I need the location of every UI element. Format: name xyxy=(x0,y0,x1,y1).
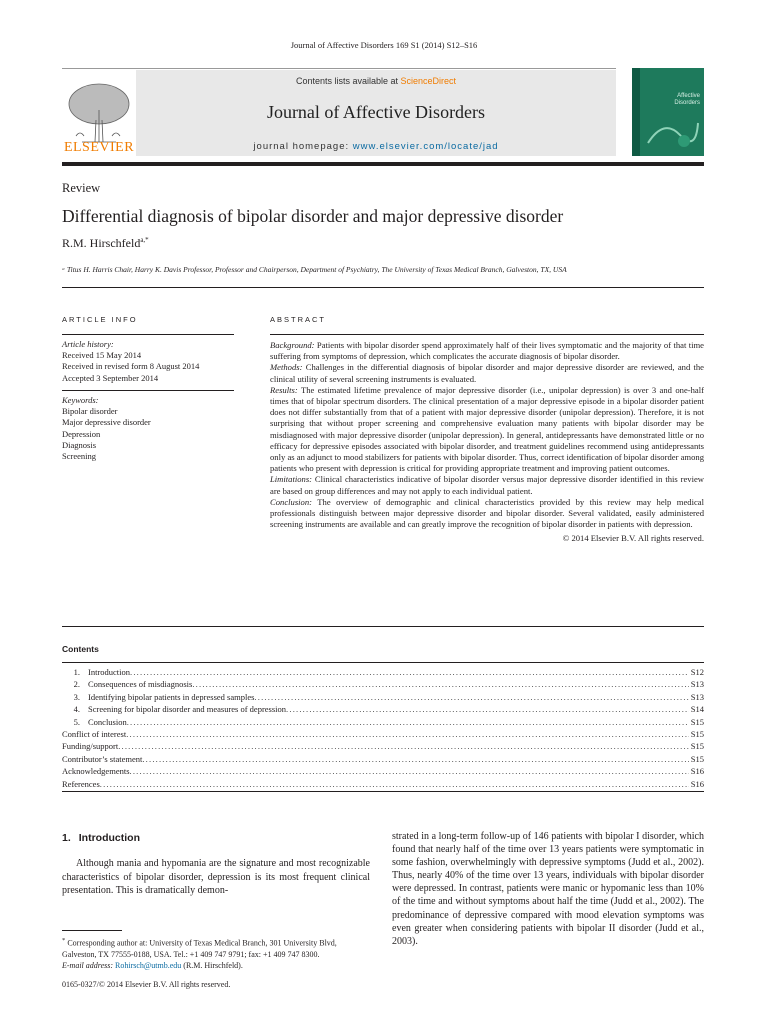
toc-item-introduction[interactable]: 1. Introduction ..... S12 xyxy=(62,666,704,678)
toc-item-conflict[interactable]: Conflict of interest ..... S15 xyxy=(62,728,704,740)
sciencedirect-link[interactable]: ScienceDirect xyxy=(400,76,457,86)
abstract-copyright: © 2014 Elsevier B.V. All rights reserved. xyxy=(562,533,704,544)
author-marks[interactable]: a,* xyxy=(140,236,149,244)
toc-item-references[interactable]: References ..... S16 xyxy=(62,778,704,790)
cover-title: Affective Disorders xyxy=(674,93,700,106)
toc-item-misdiagnosis[interactable]: 2. Consequences of misdiagnosis ..... S13 xyxy=(62,678,704,690)
cover-art xyxy=(644,113,700,153)
abstract-methods: Methods: Challenges in the differential diagnosis of bipolar disorder and major depressive disorder are reviewed, and the clinical utility of several screening instruments is evaluated. xyxy=(270,362,704,384)
toc-item-contributor[interactable]: Contributor’s statement ..... S15 xyxy=(62,753,704,765)
contents-bottom-rule xyxy=(62,791,704,792)
abstract-conclusion: Conclusion: The overview of demographic and clinical characteristics provided by this review may help medical professionals distinguish between major depressive disorder and bipolar disorder. Several validated, easily administered screening instruments are available and can greatly improve the recognition of bipolar disorder in patients with depression. xyxy=(270,496,704,530)
contents-available-line: Contents lists available at ScienceDirect xyxy=(295,76,457,86)
section-heading-introduction: 1. Introduction xyxy=(62,832,141,844)
article-history: Article history: Received 15 May 2014 Received in revised form 8 August 2014 Accepted 3 September 2014 xyxy=(62,339,200,383)
keyword: Bipolar disorder xyxy=(62,406,118,417)
keyword: Diagnosis xyxy=(62,439,96,450)
header-top-rule xyxy=(62,68,616,69)
toc-item-funding[interactable]: Funding/support ..... S15 xyxy=(62,740,704,752)
author-name[interactable]: R.M. Hirschfeld xyxy=(62,236,141,250)
author-line xyxy=(62,236,149,251)
journal-cover-image xyxy=(632,68,704,156)
issn-copyright-line: 0165-0327/© 2014 Elsevier B.V. All rights reserved. xyxy=(62,980,231,989)
toc-item-identifying[interactable]: 3. Identifying bipolar patients in depressed samples ..... S13 xyxy=(62,691,704,703)
keywords-block: Keywords: Bipolar disorder Major depressive disorder Depression Diagnosis Screening xyxy=(62,395,151,462)
masthead-bottom-rule xyxy=(62,162,704,166)
corresponding-author-footnote: * Corresponding author at: University of Texas Medical Branch, 301 University Blvd, Galveston, TX 77555-0188, USA. Tel.: +1 409 747 9791; fax: +1 409 747 8300. E-mail address: Rohirsch@utmb.edu (R.M. Hirschfeld). xyxy=(62,937,337,970)
section-rule xyxy=(62,287,704,288)
footnote-rule xyxy=(62,930,122,931)
contents-rule xyxy=(62,662,704,663)
toc-item-acknowledgements[interactable]: Acknowledgements ..... S16 xyxy=(62,765,704,777)
article-info-heading: ARTICLE INFO xyxy=(62,315,138,324)
abstract-limitations: Limitations: Clinical characteristics indicative of bipolar disorder versus major depressive disorder identified in this review are based on group differences and may not apply to each individual patient. xyxy=(270,474,704,496)
journal-title: Journal of Affective Disorders xyxy=(266,102,486,122)
abstract-rule xyxy=(270,334,704,335)
contents-heading: Contents xyxy=(62,644,99,654)
table-of-contents xyxy=(62,666,704,790)
abstract-body xyxy=(270,340,704,545)
author-email-link[interactable]: Rohirsch@utmb.edu xyxy=(115,960,182,970)
running-head: Journal of Affective Disorders 169 S1 (2014) S12–S16 xyxy=(290,40,478,50)
article-title: Differential diagnosis of bipolar disorder and major depressive disorder xyxy=(62,206,564,226)
journal-homepage: journal homepage: www.elsevier.com/locate/jad xyxy=(253,141,499,152)
affiliation: ᵃ Titus H. Harris Chair, Harry K. Davis Professor, Professor and Chairperson, Department of Psychiatry, The University of Texas Medical Branch, Galveston, TX, USA xyxy=(62,265,567,274)
abstract-heading: ABSTRACT xyxy=(270,315,327,324)
keywords-rule xyxy=(62,390,234,391)
abstract-background: Background: Patients with bipolar disorder spend approximately half of their lives symptomatic and the majority of that time suffering from symptoms of depression, which complicates the accurate diagnosis of bipolar disorder. xyxy=(270,340,704,362)
keyword: Screening xyxy=(62,451,96,462)
abstract-results: Results: The estimated lifetime prevalence of major depressive disorder (i.e., unipolar depression) is over 3 and one-half times that of bipolar spectrum disorders. The clinical presentation of a major depressive episode in a bipolar disorder patient does not differ substantially from that of a patient with major depressive disorder (unipolar depression). Therefore, it is not surprising that without proper screening and comprehensive evaluation many patients with bipolar disorder may be misdiagnosed with major depressive disorder (unipolar depression). In general, antidepressants have demonstrated little or no efficacy for depressive episodes associated with bipolar disorder, and treatment guidelines recommend using antidepressants only as an adjunct to mood stabilizers for patients with bipolar disorder. Thus, correct identification of bipolar disorder among patients who present with depression is critical for providing appropriate treatment and improving patient outcomes. xyxy=(270,384,704,474)
toc-item-conclusion[interactable]: 5. Conclusion ..... S15 xyxy=(62,716,704,728)
keyword: Depression xyxy=(62,428,101,439)
cover-stripe xyxy=(632,68,640,156)
contents-top-rule xyxy=(62,626,704,627)
elsevier-wordmark: ELSEVIER xyxy=(63,140,135,155)
keyword: Major depressive disorder xyxy=(62,417,151,428)
article-info-rule xyxy=(62,334,234,335)
article-type: Review xyxy=(62,181,101,195)
toc-item-screening[interactable]: 4. Screening for bipolar disorder and measures of depression ..... S14 xyxy=(62,703,704,715)
body-column-left: Although mania and hypomania are the signature and most recognizable characteristics of bipolar disorder, depression is its most frequent clinical presentation. This is dramatically demon- xyxy=(62,858,370,896)
homepage-link[interactable]: www.elsevier.com/locate/jad xyxy=(352,141,499,152)
body-column-right: strated in a long-term follow-up of 146 patients with bipolar I disorder, which found that nearly half of the time over 13 years patients were symptomatic in some fashion, overwhelmingly with depressive symptoms (Judd et al., 2002). Thus, nearly 40% of the time over 13 years, individuals with bipolar disorder were depressed. In contrast, patients were manic or hypomanic less than 10% of the time and without symptoms about half the time (Judd et al., 2002). The predominance of depressive compared with mood elevation symptoms was even greater when considering patients with bipolar II disorder (Judd et al., 2003). xyxy=(392,831,704,947)
